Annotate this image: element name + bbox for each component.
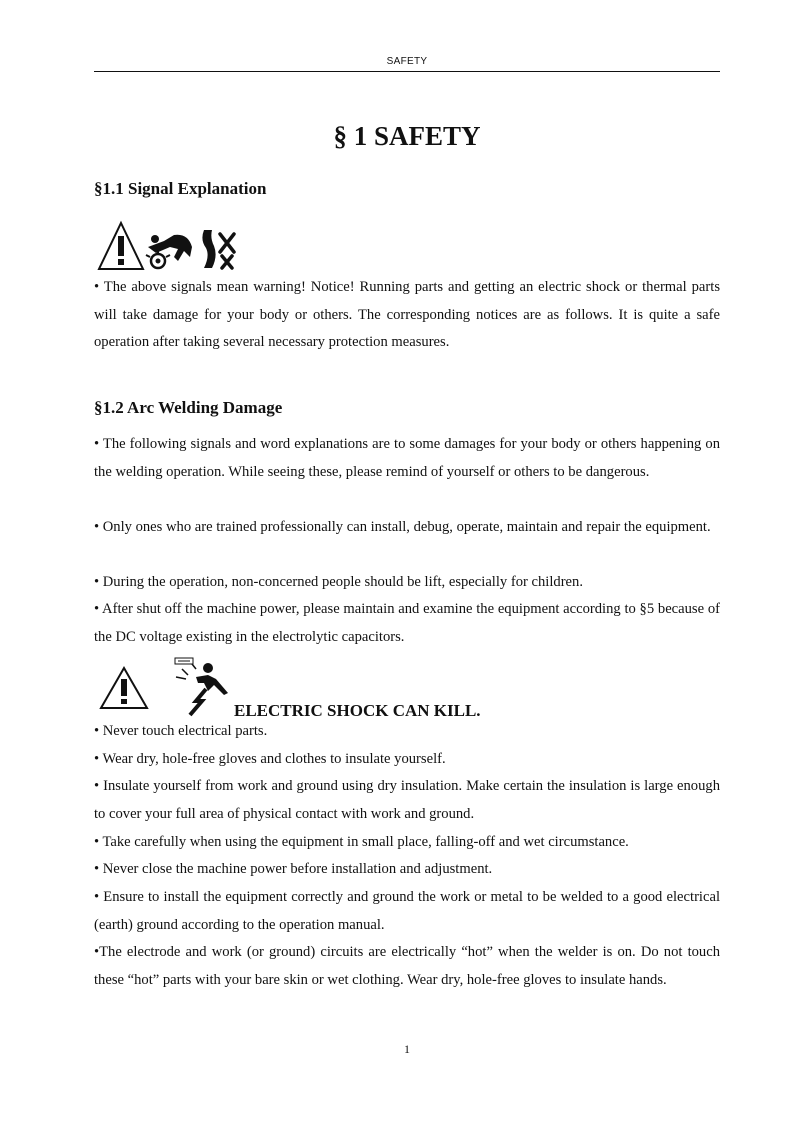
list-item: • After shut off the machine power, please maintain and examine the equipment according to §5 because of the DC voltage existing in the electrolytic capacitors.	[94, 601, 720, 645]
list-item: • Never close the machine power before installation and adjustment.	[94, 861, 493, 877]
section-heading-signal-explanation: §1.1 Signal Explanation	[94, 179, 267, 198]
list-item: • Never touch electrical parts.	[94, 723, 268, 739]
warning-triangle-icon	[96, 220, 146, 272]
electric-shock-title: ELECTRIC SHOCK CAN KILL.	[234, 701, 481, 720]
signal-explanation-text: • The above signals mean warning! Notice! Running parts and getting an electric shock or thermal parts will take damage for your body or others. The corresponding notices are as follows. It is quite a safe operation after taking several necessary protection measures.	[94, 279, 720, 350]
list-item: • Wear dry, hole-free gloves and clothes to insulate yourself.	[94, 751, 446, 767]
list-item: •The electrode and work (or ground) circuits are electrically “hot” when the welder is on. Do not touch these “hot” parts with your bare skin or wet clothing. Wear dry, hole-free gloves to insulate hands.	[94, 944, 720, 988]
list-item: • Only ones who are trained professionally can install, debug, operate, maintain and repair the equipment.	[94, 519, 711, 535]
running-header: SAFETY	[386, 56, 428, 67]
header-rule	[94, 71, 720, 72]
page-number: 1	[404, 1042, 410, 1056]
list-item: • Take carefully when using the equipment in small place, falling-off and wet circumstance.	[94, 834, 629, 850]
hot-parts-hazard-icon	[198, 226, 240, 272]
section-heading-arc-welding-damage: §1.2 Arc Welding Damage	[94, 398, 283, 417]
list-item: • Insulate yourself from work and ground using dry insulation. Make certain the insulation is large enough to cover your full area of physical contact with work and ground.	[94, 778, 720, 822]
list-item: • During the operation, non-concerned people should be lift, especially for children.	[94, 574, 583, 590]
list-item: • The following signals and word explanations are to some damages for your body or others happening on the welding operation. While seeing these, please remind of yourself or others to be dangerous.	[94, 436, 720, 480]
moving-parts-hazard-icon	[144, 227, 196, 271]
list-item: • Ensure to install the equipment correctly and ground the work or metal to be welded to a good electrical (earth) ground according to the operation manual.	[94, 889, 720, 933]
electric-shock-icon	[172, 655, 234, 717]
warning-triangle-icon	[98, 665, 150, 711]
chapter-title: § 1 SAFETY	[333, 121, 481, 151]
